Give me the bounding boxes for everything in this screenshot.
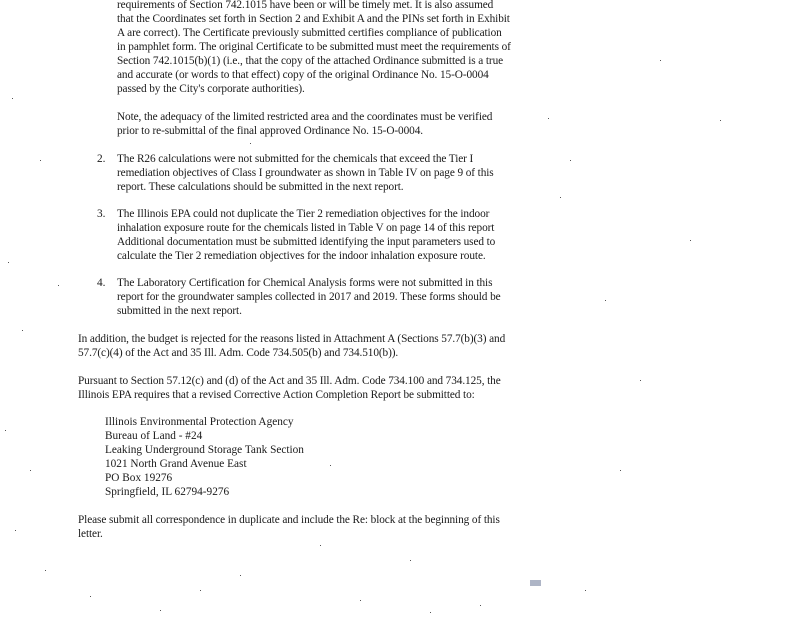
item-number: 4. [97, 277, 106, 289]
scan-speck [640, 380, 641, 381]
item-number: 3. [97, 208, 106, 220]
top-block-line: in pamphlet form. The original Certificate to be submitted must meet the requirements of [117, 41, 511, 53]
pursuant-line: Illinois EPA requires that a revised Corrective Action Completion Report be submitted to: [78, 389, 475, 401]
scan-speck [45, 570, 46, 571]
scan-speck [90, 596, 91, 597]
scan-speck [40, 160, 41, 161]
item-line: Additional documentation must be submitted identifying the input parameters used to [117, 236, 496, 248]
scan-speck [5, 430, 6, 431]
item-line: The R26 calculations were not submitted for the chemicals that exceed the Tier I [117, 153, 474, 165]
scan-speck [570, 160, 571, 161]
item-line: report. These calculations should be submitted in the next report. [117, 181, 404, 193]
item-line: The Illinois EPA could not duplicate the Tier 2 remediation objectives for the indoor [117, 208, 490, 220]
scan-speck [560, 197, 561, 198]
address-line: Bureau of Land - #24 [105, 430, 203, 442]
scan-speck [620, 470, 621, 471]
top-block-line: Section 742.1015(b)(1) (i.e., that the copy of the attached Ordinance submitted is a true [117, 55, 504, 67]
scan-speck [548, 118, 549, 119]
address-line: PO Box 19276 [105, 472, 173, 484]
scan-speck [690, 240, 691, 241]
scan-speck [58, 285, 59, 286]
scan-speck [8, 262, 9, 263]
item-number: 2. [97, 153, 106, 165]
note-line: prior to re-submittal of the final approved Ordinance No. 15-O-0004. [117, 125, 423, 137]
budget-line: In addition, the budget is rejected for the reasons listed in Attachment A (Sections 57.7(b)(3) and [78, 333, 506, 345]
scan-speck [12, 98, 13, 99]
top-block-line: that the Coordinates set forth in Section 2 and Exhibit A and the PINs set forth in Exhibit [117, 13, 510, 25]
scan-speck [330, 465, 331, 466]
item-line: remediation objectives of Class I groundwater as shown in Table IV on page 9 of this [117, 167, 494, 179]
address-line: Illinois Environmental Protection Agency [105, 416, 294, 428]
scan-speck [15, 530, 16, 531]
closing-line: Please submit all correspondence in duplicate and include the Re: block at the beginning of this [78, 514, 500, 526]
top-block-line: passed by the City's corporate authorities). [117, 83, 305, 95]
scan-speck [720, 120, 721, 121]
scan-speck [360, 600, 361, 601]
item-line: report for the groundwater samples collected in 2017 and 2019. These forms should be [117, 291, 501, 303]
scan-speck [250, 143, 251, 144]
top-block-line: A are correct). The Certificate previously submitted certifies compliance of publication [117, 27, 502, 39]
address-line: Leaking Underground Storage Tank Section [105, 444, 304, 456]
scan-speck [585, 590, 586, 591]
address-line: 1021 North Grand Avenue East [105, 458, 247, 470]
closing-line: letter. [78, 528, 103, 540]
scan-mark [530, 580, 541, 586]
item-line: calculate the Tier 2 remediation objectives for the indoor inhalation exposure route. [117, 250, 486, 262]
scan-speck [22, 330, 23, 331]
scan-speck [240, 575, 241, 576]
pursuant-line: Pursuant to Section 57.12(c) and (d) of the Act and 35 Ill. Adm. Code 734.100 and 734.125, the [78, 375, 501, 387]
scan-speck [320, 545, 321, 546]
top-block-line: and accurate (or words to that effect) copy of the original Ordinance No. 15-O-0004 [117, 69, 489, 81]
budget-line: 57.7(c)(4) of the Act and 35 Ill. Adm. Code 734.505(b) and 734.510(b)). [78, 347, 399, 359]
scan-speck [430, 612, 431, 613]
scan-speck [480, 605, 481, 606]
top-block-line: requirements of Section 742.1015 have been or will be timely met. It is also assumed [117, 0, 494, 11]
scan-speck [410, 560, 411, 561]
scan-speck [200, 590, 201, 591]
item-line: inhalation exposure route for the chemicals listed in Table V on page 14 of this report [117, 222, 495, 234]
scan-speck [30, 470, 31, 471]
scan-speck [605, 300, 606, 301]
note-line: Note, the adequacy of the limited restricted area and the coordinates must be verified [117, 111, 493, 123]
item-line: submitted in the next report. [117, 305, 242, 317]
scan-speck [660, 60, 661, 61]
address-line: Springfield, IL 62794-9276 [105, 486, 230, 498]
item-line: The Laboratory Certification for Chemical Analysis forms were not submitted in this [117, 277, 493, 289]
scan-speck [160, 610, 161, 611]
